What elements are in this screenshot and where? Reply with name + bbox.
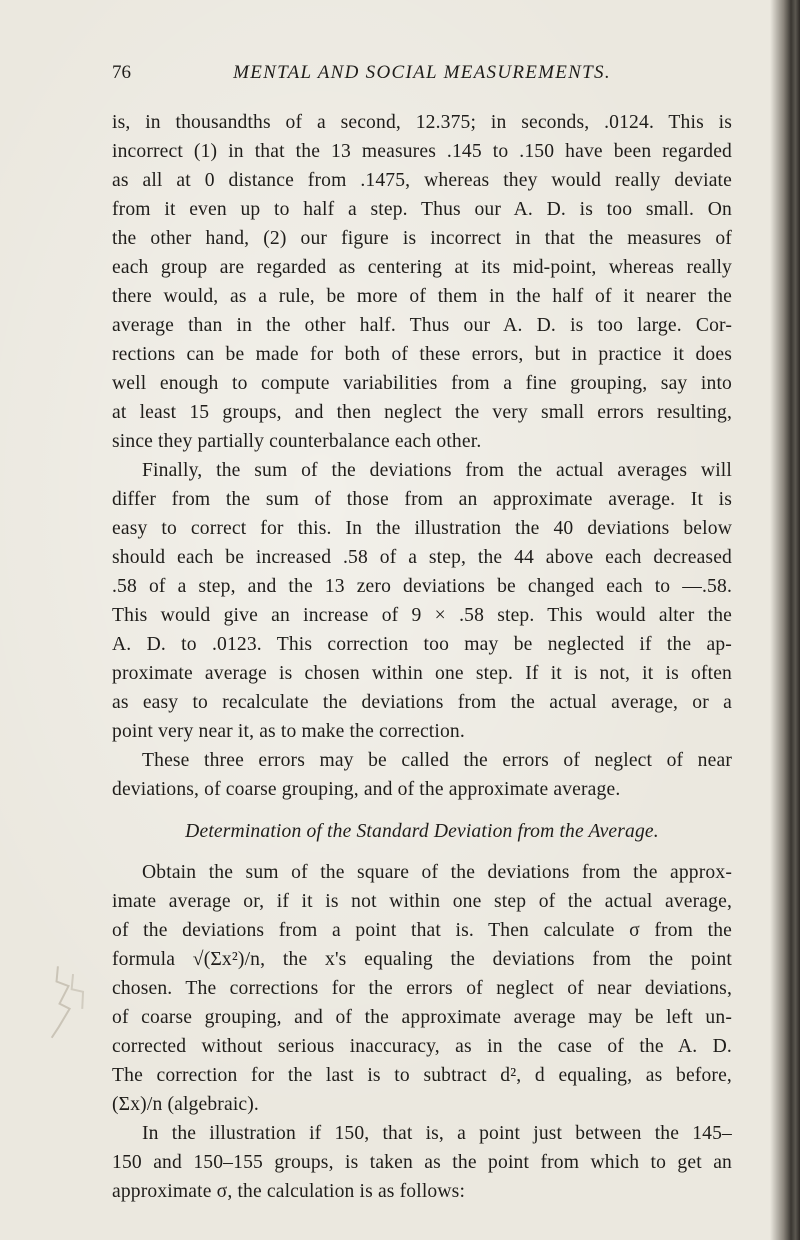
text-line: imate average or, if it is not within one step of the actual average, [112, 891, 732, 912]
text-line: deviations, of coarse grouping, and of the approximate average. [112, 779, 621, 800]
text-line: should each be increased .58 of a step, the 44 above each decreased [112, 547, 732, 568]
text-line: well enough to compute variabilities from a fine grouping, say into [112, 373, 732, 394]
text-line: differ from the sum of those from an approximate average. It is [112, 489, 732, 510]
text-line: as easy to recalculate the deviations from the actual average, or a [112, 692, 732, 713]
text-line: formula √(Σx²)/n, the x's equaling the deviations from the point [112, 949, 732, 970]
text-line: average than in the other half. Thus our A. D. is too large. Cor- [112, 315, 732, 336]
text-line: Obtain the sum of the square of the deviations from the approx- [142, 862, 732, 883]
text-line: corrected without serious inaccuracy, as in the case of the A. D. [112, 1036, 732, 1057]
section-heading: Determination of the Standard Deviation from the Average. [185, 821, 659, 842]
text-line: of coarse grouping, and of the approximate average may be left un- [112, 1007, 732, 1028]
text-line: point very near it, as to make the correction. [112, 721, 465, 742]
text-line: rections can be made for both of these errors, but in practice it does [112, 344, 732, 365]
body-text [112, 108, 732, 1206]
running-title: MENTAL AND SOCIAL MEASUREMENTS. [233, 62, 611, 83]
paragraph-3 [112, 746, 732, 804]
paragraph-5 [112, 1119, 732, 1206]
text-line: the other hand, (2) our figure is incorrect in that the measures of [112, 228, 732, 249]
text-line: from it even up to half a step. Thus our A. D. is too small. On [112, 199, 732, 220]
text-line: easy to correct for this. In the illustration the 40 deviations below [112, 518, 732, 539]
text-line: In the illustration if 150, that is, a point just between the 145– [142, 1123, 732, 1144]
page-edge-shadow [770, 0, 800, 1240]
text-line: .58 of a step, and the 13 zero deviations be changed each to —.58. [112, 576, 732, 597]
margin-smudge-mark [17, 949, 110, 1047]
text-line: proximate average is chosen within one step. If it is not, it is often [112, 663, 732, 684]
text-line: each group are regarded as centering at its mid-point, whereas really [112, 257, 732, 278]
text-line: approximate σ, the calculation is as follows: [112, 1181, 466, 1202]
text-line: These three errors may be called the errors of neglect of near [142, 750, 732, 771]
text-line: Finally, the sum of the deviations from the actual averages will [142, 460, 732, 481]
text-line: (Σx)/n (algebraic). [112, 1094, 259, 1115]
text-line: is, in thousandths of a second, 12.375; in seconds, .0124. This is [112, 112, 732, 133]
page-header [112, 62, 732, 90]
paragraph-1 [112, 108, 732, 456]
paragraph-4 [112, 858, 732, 1119]
text-line: of the deviations from a point that is. Then calculate σ from the [112, 920, 732, 941]
text-line: as all at 0 distance from .1475, whereas they would really deviate [112, 170, 732, 191]
text-line: there would, as a rule, be more of them in the half of it nearer the [112, 286, 732, 307]
text-line: The correction for the last is to subtract d², d equaling, as before, [112, 1065, 732, 1086]
text-line: This would give an increase of 9 × .58 step. This would alter the [112, 605, 732, 626]
text-line: 150 and 150–155 groups, is taken as the point from which to get an [112, 1152, 732, 1173]
text-line: at least 15 groups, and then neglect the very small errors resulting, [112, 402, 732, 423]
page-number: 76 [112, 62, 131, 83]
text-line: A. D. to .0123. This correction too may be neglected if the ap- [112, 634, 732, 655]
paragraph-2 [112, 456, 732, 746]
text-line: since they partially counterbalance each other. [112, 431, 482, 452]
text-line: incorrect (1) in that the 13 measures .145 to .150 have been regarded [112, 141, 732, 162]
text-line: chosen. The corrections for the errors of neglect of near deviations, [112, 978, 732, 999]
